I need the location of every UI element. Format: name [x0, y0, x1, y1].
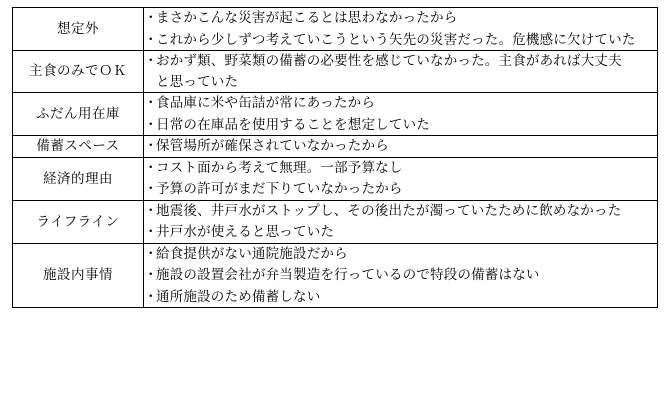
item-list: [144, 201, 657, 243]
items-cell: [144, 243, 658, 308]
bullet-icon: ・: [144, 245, 158, 261]
items-cell: [144, 136, 658, 158]
table-row: [13, 200, 658, 243]
category-cell: 想定外: [13, 8, 144, 51]
list-item-text: 通所施設のため備蓄しない: [156, 288, 321, 304]
list-item: [144, 8, 657, 29]
reasons-table: [12, 7, 658, 308]
items-cell: [144, 8, 658, 51]
list-item-text: 施設の設置会社が弁当製造を行っているので特段の備蓄はない: [156, 267, 540, 283]
list-item: [144, 244, 657, 265]
list-item: [144, 287, 657, 308]
bullet-icon: ・: [144, 181, 158, 197]
bullet-icon: ・: [144, 116, 158, 132]
list-item-text: 食品庫に米や缶詰が常にあったから: [156, 95, 376, 111]
table-row: [13, 8, 658, 51]
list-item-text: 予算の許可がまだ下りていなかったから: [156, 181, 403, 197]
list-item-text: 給食提供がない通院施設だから: [156, 245, 348, 261]
bullet-icon: ・: [144, 159, 158, 175]
table-container: [12, 7, 658, 308]
category-cell: 施設内事情: [13, 243, 144, 308]
list-item-text: おかず類、野菜類の備蓄の必要性を感じていなかった。主食があれば大丈夫: [156, 53, 622, 69]
bullet-icon: ・: [144, 202, 158, 218]
item-list: [144, 158, 657, 200]
list-item-text: 日常の在庫品を使用することを想定していた: [156, 116, 430, 132]
table-row: [13, 243, 658, 308]
item-list: [144, 136, 657, 157]
list-item-text: 井戸水が使えると思っていた: [156, 224, 335, 240]
items-cell: [144, 93, 658, 136]
table-body: [13, 8, 658, 308]
list-item: [144, 158, 657, 179]
bullet-icon: ・: [144, 31, 158, 47]
bullet-icon: ・: [144, 224, 158, 240]
table-row: [13, 157, 658, 200]
item-list: [144, 93, 657, 135]
list-item-text: まさかこんな災害が起こるとは思わなかったから: [156, 10, 458, 25]
category-cell: 主食のみでＯＫ: [13, 51, 144, 93]
bullet-icon: ・: [144, 53, 158, 69]
table-row: [13, 51, 658, 93]
items-cell: [144, 51, 658, 93]
list-item-continuation: と思っていた: [156, 73, 239, 89]
bullet-icon: ・: [144, 10, 158, 25]
bullet-icon: ・: [144, 95, 158, 111]
list-item: [144, 93, 657, 114]
list-item: [144, 265, 657, 286]
category-cell: ライフライン: [13, 200, 144, 243]
table-row: [13, 136, 658, 158]
bullet-icon: ・: [144, 138, 158, 154]
list-item: [144, 222, 657, 243]
bullet-icon: ・: [144, 288, 158, 304]
bullet-icon: ・: [144, 267, 158, 283]
list-item-text: これから少しずつ考えていこうという矢先の災害だった。危機感に欠けていた: [156, 31, 636, 47]
list-item-text: コスト面から考えて無理。一部予算なし: [156, 159, 403, 175]
list-item: [144, 115, 657, 136]
items-cell: [144, 200, 658, 243]
items-cell: [144, 157, 658, 200]
item-list: [144, 244, 657, 308]
category-cell: ふだん用在庫: [13, 93, 144, 136]
table-row: [13, 93, 658, 136]
list-item: [144, 30, 657, 51]
list-item: [144, 201, 657, 222]
item-list: [144, 51, 657, 92]
list-item-text: 保管場所が確保されていなかったから: [156, 138, 389, 154]
list-item: [144, 136, 657, 157]
category-cell: 備蓄スペース: [13, 136, 144, 158]
item-list: [144, 8, 657, 50]
list-item-text: 地震後、井戸水がストップし、その後出たが濁っていたために飲めなかった: [156, 202, 622, 218]
list-item: [144, 51, 657, 92]
list-item: [144, 179, 657, 200]
category-cell: 経済的理由: [13, 157, 144, 200]
